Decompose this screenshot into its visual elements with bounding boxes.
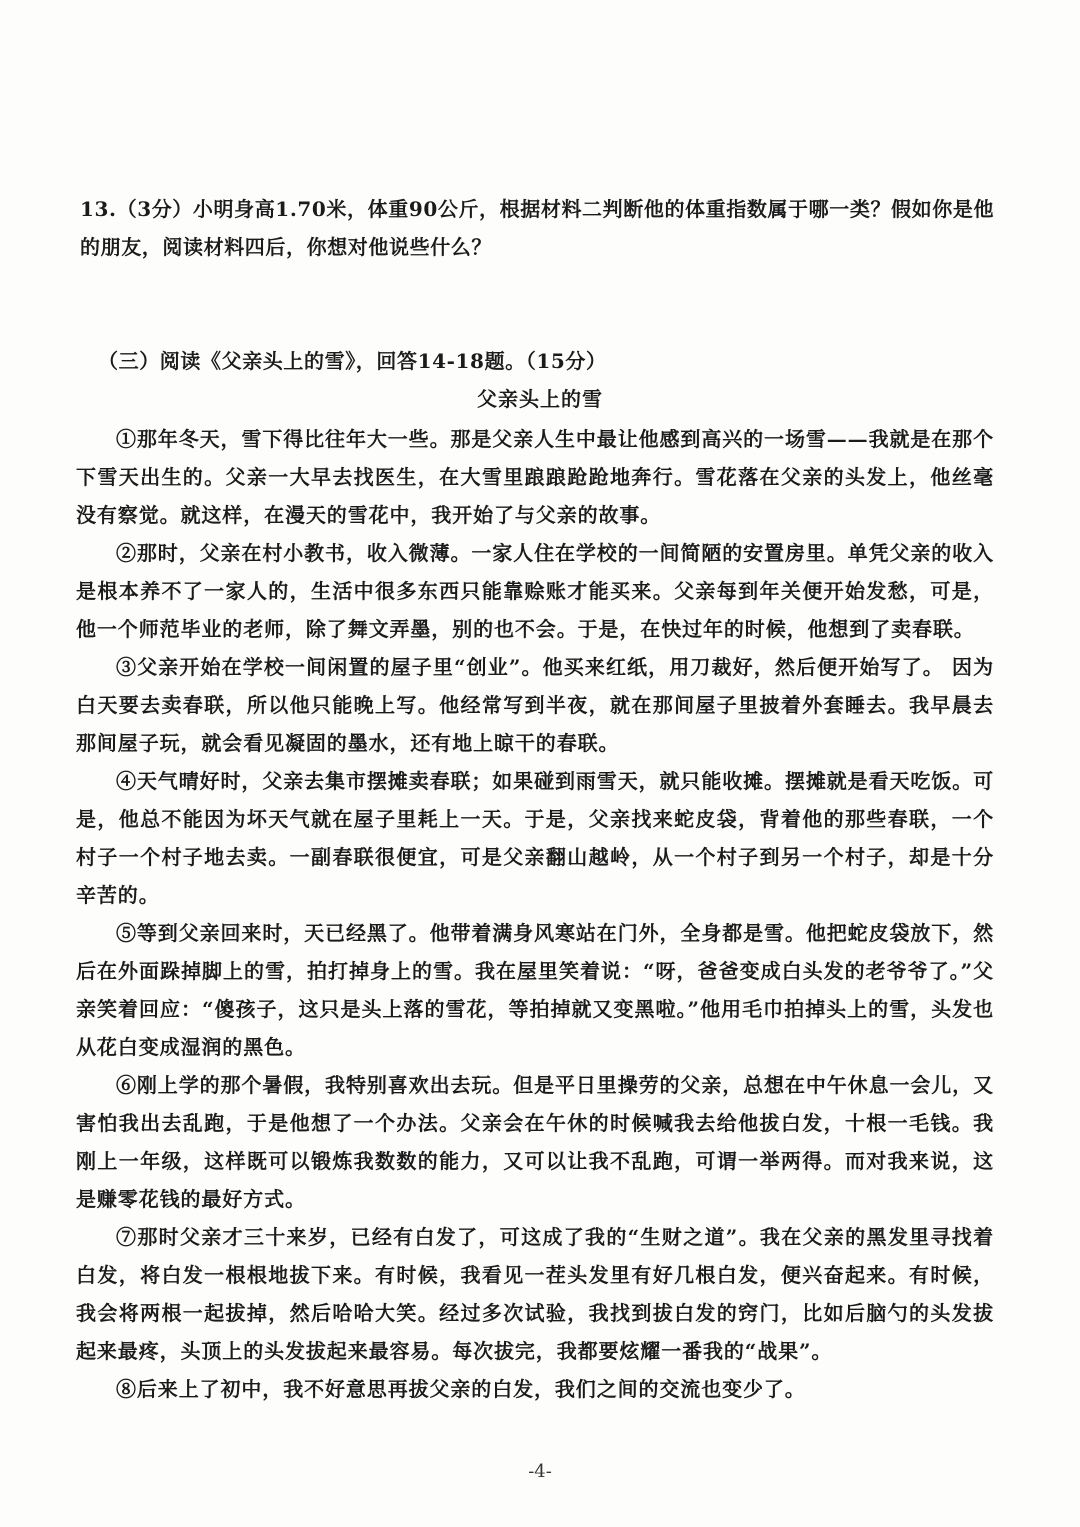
paragraph-2: ②那时，父亲在村小教书，收入微薄。一家人住在学校的一间简陋的安置房里。单凭父亲的收入是根本养不了一家人的，生活中很多东西只能靠赊账才能买来。父亲每到年关便开始发愁，可是，他一个师范毕业的老师，除了舞文弄墨，别的也不会。于是，在快过年的时候，他想到了卖春联。	[76, 541, 994, 641]
paragraph-1: ①那年冬天，雪下得比往年大一些。那是父亲人生中最让他感到高兴的一场雪——我就是在那个下雪天出生的。父亲一大早去找医生，在大雪里踉踉跄跄地奔行。雪花落在父亲的头发上，他丝毫没有察觉。就这样，在漫天的雪花中，我开始了与父亲的故事。	[76, 427, 994, 527]
paragraph-8: ⑧后来上了初中，我不好意思再拔父亲的白发，我们之间的交流也变少了。	[116, 1377, 806, 1401]
question-13: 13.（3分）小明身高1.70米，体重90公斤，根据材料二判断他的体重指数属于哪一类？假如你是他的朋友，阅读材料四后，你想对他说些什么？	[80, 197, 995, 259]
article-title: 父亲头上的雪	[477, 387, 603, 411]
article-body	[76, 420, 994, 1408]
page-number: -4-	[528, 1461, 552, 1482]
paragraph-5: ⑤等到父亲回来时，天已经黑了。他带着满身风寒站在门外，全身都是雪。他把蛇皮袋放下，然后在外面跺掉脚上的雪，拍打掉身上的雪。我在屋里笑着说：“呀，爸爸变成白头发的老爷爷了。”父亲笑着回应：“傻孩子，这只是头上落的雪花，等拍掉就又变黑啦。”他用毛巾拍掉头上的雪，头发也从花白变成湿润的黑色。	[76, 921, 994, 1059]
section-heading: （三）阅读《父亲头上的雪》，回答14-18题。（15分）	[98, 349, 607, 373]
paragraph-6: ⑥刚上学的那个暑假，我特别喜欢出去玩。但是平日里操劳的父亲，总想在中午休息一会儿，又害怕我出去乱跑，于是他想了一个办法。父亲会在午休的时候喊我去给他拔白发，十根一毛钱。我刚上一年级，这样既可以锻炼我数数的能力，又可以让我不乱跑，可谓一举两得。而对我来说，这是赚零花钱的最好方式。	[76, 1073, 994, 1211]
paragraph-3: ③父亲开始在学校一间闲置的屋子里“创业”。他买来红纸，用刀裁好，然后便开始写了。 因为白天要去卖春联，所以他只能晚上写。他经常写到半夜，就在那间屋子里披着外套睡去。我早晨去那间屋子玩，就会看见凝固的墨水，还有地上晾干的春联。	[76, 655, 994, 755]
paragraph-4: ④天气晴好时，父亲去集市摆摊卖春联；如果碰到雨雪天，就只能收摊。摆摊就是看天吃饭。可是，他总不能因为坏天气就在屋子里耗上一天。于是，父亲找来蛇皮袋，背着他的那些春联，一个村子一个村子地去卖。一副春联很便宜，可是父亲翻山越岭，从一个村子到另一个村子，却是十分辛苦的。	[76, 769, 994, 907]
paragraph-7: ⑦那时父亲才三十来岁，已经有白发了，可这成了我的“生财之道”。我在父亲的黑发里寻找着白发，将白发一根根地拔下来。有时候，我看见一茬头发里有好几根白发，便兴奋起来。有时候，我会将两根一起拔掉，然后哈哈大笑。经过多次试验，我找到拔白发的窍门，比如后脑勺的头发拔起来最疼，头顶上的头发拔起来最容易。每次拔完，我都要炫耀一番我的“战果”。	[76, 1225, 994, 1363]
